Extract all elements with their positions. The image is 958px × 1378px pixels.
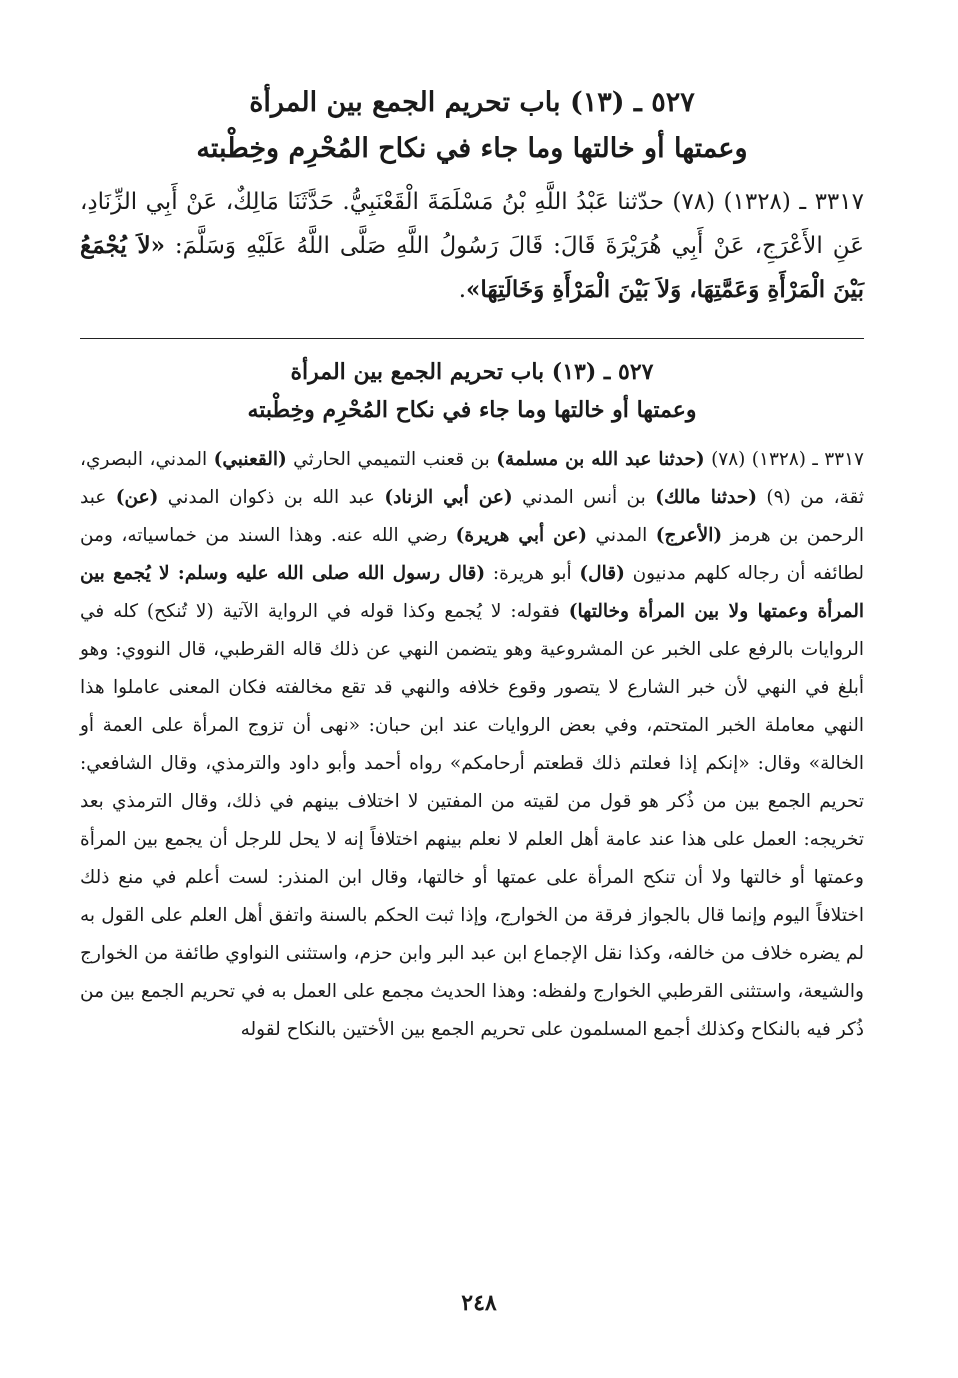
commentary-segment: رضي الله عنه. وهذا السند من خماسياته، ومن لطائفه أن رجاله كلهم مدنيون <box>80 525 864 584</box>
commentary-bold-segment: (عن) <box>115 487 159 508</box>
hadith-text <box>80 180 864 312</box>
commentary-bold-segment: (قال رسول الله صلى الله عليه وسلم: لا يُجمع بين المرأة وعمتها ولا بين المرأة وخالتها) <box>80 563 864 622</box>
book-page <box>80 80 864 1049</box>
commentary-bold-segment: (القعنبي) <box>213 449 287 470</box>
commentary-segment: عبد الرحمن بن هرمز <box>80 487 865 546</box>
commentary-bold-segment: (حدثنا عبد الله بن مسلمة) <box>496 449 705 470</box>
hadith-end: . <box>458 277 466 303</box>
commentary-text <box>80 441 864 1049</box>
commentary-bold-segment: (عن أبي هريرة) <box>455 525 588 546</box>
commentary-heading-line2: وعمتها أو خالتها وما جاء في نكاح المُحْرِم وخِطْبته <box>247 397 697 423</box>
chapter-heading-line2: وعمتها أو خالتها وما جاء في نكاح المُحْرِم وخِطْبته <box>196 133 748 164</box>
commentary-heading <box>80 353 864 429</box>
commentary-bold-segment: (حدثنا مالك) <box>655 487 757 508</box>
hadith-isnad: ٣٣١٧ ـ (١٣٢٨) (٧٨) حدّثنا عَبْدُ اللَّهِ بْنُ مَسْلَمَةَ الْقَعْنَبِيُّ. حَدَّثَنَا مَالِكٌ، عَنْ أَبِي الزِّنَادِ، عَنِ الأَعْرَجِ، عَنْ أَبِي هُرَيْرَةَ قَالَ: قَالَ رَسُولُ اللَّهِ صَلَّى اللَّهُ عَلَيْهِ وَسَلَّمَ: <box>80 189 864 259</box>
chapter-heading <box>80 80 864 172</box>
commentary-segment: عبد الله بن ذكوان المدني <box>158 487 385 508</box>
commentary-segment: بن قعنب التميمي الحارثي <box>286 449 497 470</box>
hadith-quote: «لاَ يُجْمَعُ بَيْنَ الْمَرْأَةِ وَعَمَّتِهَا، وَلاَ بَيْنَ الْمَرْأَةِ وَخَالَتِهَا» <box>80 232 864 303</box>
chapter-heading-line1: ٥٢٧ ـ (١٣) باب تحريم الجمع بين المرأة <box>249 87 695 118</box>
commentary-segment: المدني <box>587 525 656 546</box>
commentary-segment: بن أنس المدني <box>512 487 656 508</box>
commentary-bold-segment: (عن أبي الزناد) <box>384 487 513 508</box>
section-divider <box>80 338 864 339</box>
commentary-segment: فقوله: لا يُجمع وكذا قوله في الرواية الآتية (لا تُنكح) كله في الروايات بالرفع على الخبر عن المشروعية وهو يتضمن النهي عن ذلك قاله القرطبي، قال النووي: وهو أبلغ في النهي لأن خبر الشارع لا يتصور وقوع خلافه والنهي قد تقع مخالفته فكان المعنى عاملوا هذا النهي معاملة الخبر المتحتم، وفي بعض الروايات عند ابن حبان: «نهى أن تزوج المرأة على العمة أو الخالة» وقال: «إنكم إذا فعلتم ذلك قطعتم أرحامكم» رواه أحمد وأبو داود والترمذي، وقال الشافعي: تحريم الجمع بين من ذُكر هو قول من لقيته من المفتين لا اختلاف بينهم في ذلك، وقال الترمذي بعد تخريجه: العمل على هذا عند عامة أهل العلم لا نعلم بينهم اختلافاً إنه لا يحل للرجل أن يجمع بين المرأة وعمتها أو خالتها ولا أن تنكح المرأة على عمتها أو خالتها، وقال ابن المنذر: لست أعلم في منع ذلك اختلافاً اليوم وإنما قال بالجواز فرقة من الخوارج، وإذا ثبت الحكم بالسنة واتفق أهل العلم على القول به لم يضره خلاف من خالفه، وكذا نقل الإجماع ابن عبد البر وابن حزم، واستثنى النواوي طائفة من الخوارج والشيعة، واستثنى القرطبي الخوارج ولفظه: وهذا الحديث مجمع على العمل به في تحريم الجمع بين من ذُكر فيه بالنكاح وكذلك أجمع المسلمون على تحريم الجمع بين الأختين بالنكاح لقوله <box>80 601 865 1040</box>
commentary-bold-segment: (الأعرج) <box>655 525 723 546</box>
commentary-segment: المدني، البصري، ثقة، من (٩) <box>80 449 864 508</box>
commentary-bold-segment: (قال) <box>579 563 625 584</box>
page-number: ٢٤٨ <box>461 1290 497 1316</box>
commentary-segment: أبو هريرة: <box>485 563 580 584</box>
commentary-segment: ٣٣١٧ ـ (١٣٢٨) (٧٨) <box>704 449 864 470</box>
commentary-heading-line1: ٥٢٧ ـ (١٣) باب تحريم الجمع بين المرأة <box>290 359 654 385</box>
